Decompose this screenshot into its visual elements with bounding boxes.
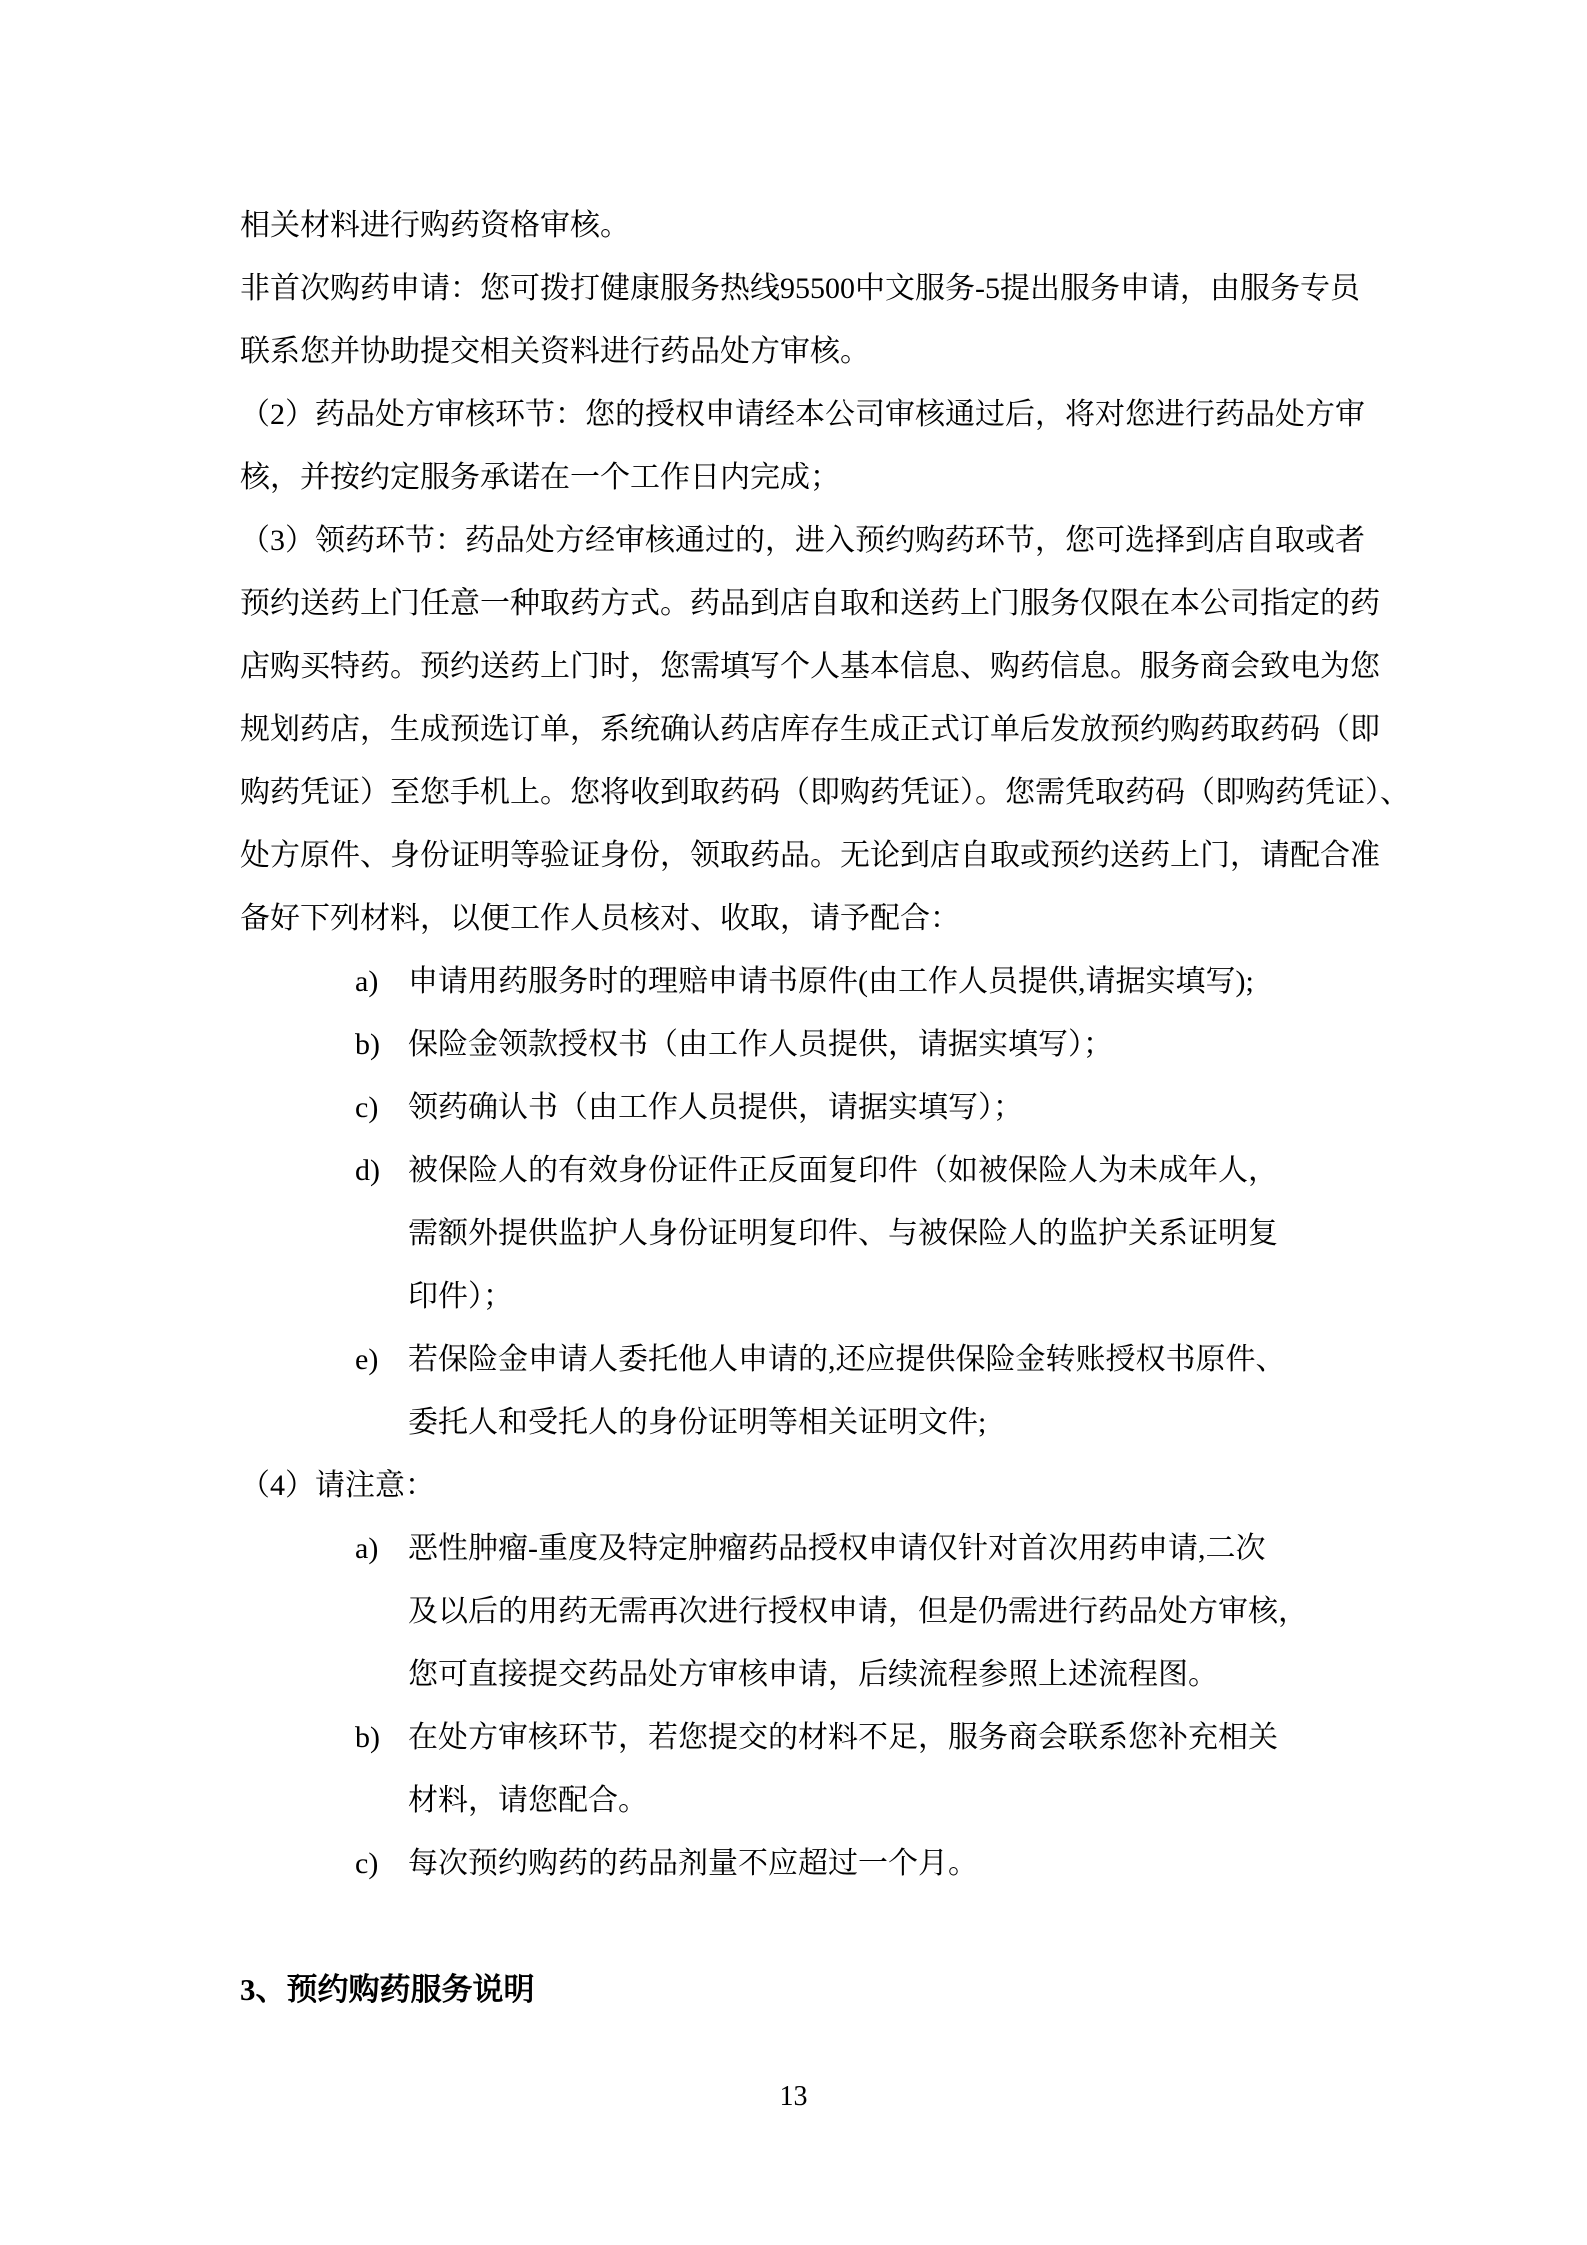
text-line: 恶性肿瘤-重度及特定肿瘤药品授权申请仅针对首次用药申请,二次: [408, 1532, 1266, 1565]
text-line: 委托人和受托人的身份证明等相关证明文件;: [408, 1406, 987, 1439]
document-body: [240, 194, 1410, 2021]
text-line: 非首次购药申请：您可拨打健康服务热线95500中文服务-5提出服务申请，由服务专员: [240, 272, 1360, 305]
list-item: [240, 1013, 1368, 1076]
text-line: 材料，请您配合。: [408, 1784, 648, 1817]
list-item: [240, 1832, 1368, 1895]
text-line: 预约送药上门任意一种取药方式。药品到店自取和送药上门服务仅限在本公司指定的药: [240, 587, 1380, 620]
lettered-list: [240, 950, 1368, 1454]
paragraph: [240, 383, 1368, 509]
text-line: 保险金领款授权书（由工作人员提供，请据实填写）；: [408, 1028, 1113, 1061]
text-line: 若保险金申请人委托他人申请的,还应提供保险金转账授权书原件、: [408, 1343, 1286, 1376]
list-item-text: [408, 1706, 1368, 1832]
paragraph: [240, 194, 1368, 257]
text-line: 被保险人的有效身份证件正反面复印件（如被保险人为未成年人，: [408, 1154, 1278, 1187]
text-line: 备好下列材料，以便工作人员核对、收取，请予配合：: [240, 902, 960, 935]
page-number: 13: [779, 2081, 808, 2112]
list-item: [240, 1328, 1368, 1454]
list-item-text: [408, 1832, 1368, 1895]
text-line: 核，并按约定服务承诺在一个工作日内完成；: [240, 461, 840, 494]
text-line: （2）药品处方审核环节：您的授权申请经本公司审核通过后，将对您进行药品处方审: [240, 398, 1365, 431]
list-item-marker: a): [355, 965, 379, 998]
paragraph: [240, 257, 1368, 383]
list-item-text: [408, 1076, 1368, 1139]
list-item: [240, 1139, 1368, 1328]
list-item-marker: b): [355, 1721, 380, 1754]
list-item: [240, 1517, 1368, 1706]
list-item-text: [408, 950, 1368, 1013]
text-line: （3）领药环节：药品处方经审核通过的，进入预约购药环节，您可选择到店自取或者: [240, 524, 1365, 557]
list-item-text: [408, 1139, 1368, 1328]
list-item-marker: c): [355, 1091, 379, 1124]
list-item-marker: b): [355, 1028, 380, 1061]
text-line: 申请用药服务时的理赔申请书原件(由工作人员提供,请据实填写);: [408, 965, 1254, 998]
list-item-marker: c): [355, 1847, 379, 1880]
text-line: 处方原件、身份证明等验证身份，领取药品。无论到店自取或预约送药上门，请配合准: [240, 839, 1380, 872]
text-line: 印件）；: [408, 1280, 513, 1313]
list-item: [240, 1706, 1368, 1832]
lettered-list: [240, 1517, 1368, 1895]
section-heading: 3、预约购药服务说明: [240, 1972, 535, 2007]
text-line: 店购买特药。预约送药上门时，您需填写个人基本信息、购药信息。服务商会致电为您: [240, 650, 1380, 683]
text-line: 相关材料进行购药资格审核。: [240, 209, 630, 242]
list-item-text: [408, 1517, 1368, 1706]
list-item-marker: a): [355, 1532, 379, 1565]
page-footer: [0, 2080, 1587, 2114]
text-line: 购药凭证）至您手机上。您将收到取药码（即购药凭证）。您需凭取药码（即购药凭证）、: [240, 776, 1410, 809]
list-item-text: [408, 1013, 1368, 1076]
text-line: 领药确认书（由工作人员提供，请据实填写）；: [408, 1091, 1023, 1124]
list-item: [240, 1076, 1368, 1139]
text-line: 需额外提供监护人身份证明复印件、与被保险人的监护关系证明复: [408, 1217, 1278, 1250]
paragraph: [240, 1454, 1368, 1517]
text-line: （4）请注意：: [240, 1469, 435, 1502]
text-line: 规划药店，生成预选订单，系统确认药店库存生成正式订单后发放预约购药取药码（即: [240, 713, 1380, 746]
list-item-marker: e): [355, 1343, 379, 1376]
text-line: 及以后的用药无需再次进行授权申请，但是仍需进行药品处方审核，: [408, 1595, 1308, 1628]
text-line: 您可直接提交药品处方审核申请，后续流程参照上述流程图。: [408, 1658, 1218, 1691]
text-line: 联系您并协助提交相关资料进行药品处方审核。: [240, 335, 870, 368]
text-line: 每次预约购药的药品剂量不应超过一个月。: [408, 1847, 978, 1880]
list-item-marker: d): [355, 1154, 380, 1187]
text-line: 在处方审核环节，若您提交的材料不足，服务商会联系您补充相关: [408, 1721, 1278, 1754]
paragraph: [240, 509, 1410, 950]
list-item: [240, 950, 1368, 1013]
list-item-text: [408, 1328, 1368, 1454]
